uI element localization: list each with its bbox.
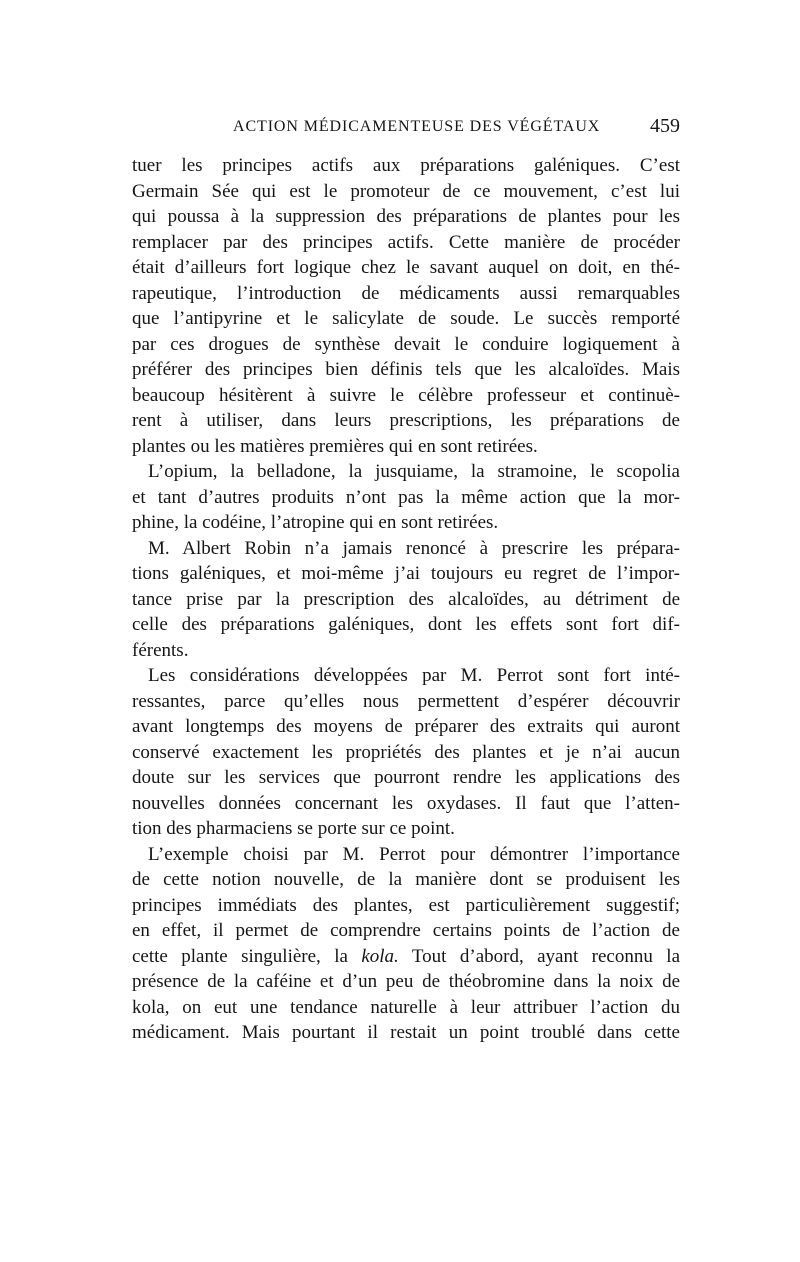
text-line: ressantes, parce qu’elles nous permettent d’espérer découvrir <box>132 690 680 712</box>
text-line: tance prise par la prescription des alcaloïdes, au détriment de <box>132 588 680 610</box>
text-segment: Tout d’abord, ayant reconnu la <box>398 945 680 967</box>
text-segment: cette plante singulière, la <box>132 945 348 967</box>
text-line: médicament. Mais pourtant il restait un point troublé dans cette <box>132 1022 680 1043</box>
text-line: Germain Sée qui est le promoteur de ce mouvement, c’est lui <box>132 180 680 202</box>
italic-word: kola. <box>361 945 399 967</box>
text-line: conservé exactement les propriétés des plantes et je n’ai aucun <box>132 741 680 763</box>
text-line: préférer des principes bien définis tels que les alcaloïdes. Mais <box>132 359 680 380</box>
text-line: celle des préparations galéniques, dont les effets sont fort dif- <box>132 614 680 635</box>
text-line: en effet, il permet de comprendre certains points de l’action de <box>132 920 680 941</box>
text-line: principes immédiats des plantes, est particulièrement suggestif; <box>132 894 680 916</box>
text-line: était d’ailleurs fort logique chez le savant auquel on doit, en thé- <box>132 257 680 278</box>
text-line: L’exemple choisi par M. Perrot pour démontrer l’importance <box>148 843 680 865</box>
text-line: présence de la caféine et d’un peu de théobromine dans la noix de <box>132 971 680 992</box>
text-line: nouvelles données concernant les oxydases. Il faut que l’atten- <box>132 792 680 814</box>
text-line: tion des pharmaciens se porte sur ce point. <box>132 818 455 839</box>
text-line: de cette notion nouvelle, de la manière dont se produisent les <box>132 869 680 890</box>
text-line <box>132 944 680 970</box>
text-line: L’opium, la belladone, la jusquiame, la stramoine, le scopolia <box>148 461 680 482</box>
text-line: que l’antipyrine et le salicylate de soude. Le succès remporté <box>132 308 680 329</box>
running-head <box>132 115 680 141</box>
text-line: tions galéniques, et moi-même j’ai toujours eu regret de l’impor- <box>132 563 680 584</box>
text-line: M. Albert Robin n’a jamais renoncé à prescrire les prépara- <box>148 537 680 559</box>
body-text <box>132 153 680 1046</box>
running-title: ACTION MÉDICAMENTEUSE DES VÉGÉTAUX <box>233 118 601 135</box>
text-line: phine, la codéine, l’atropine qui en sont retirées. <box>132 512 499 533</box>
text-line: rent à utiliser, dans leurs prescriptions, les préparations de <box>132 410 680 431</box>
text-line: remplacer par des principes actifs. Cette manière de procéder <box>132 231 680 253</box>
text-line: par ces drogues de synthèse devait le conduire logiquement à <box>132 333 680 355</box>
text-line: férents. <box>132 639 189 661</box>
text-line: kola, on eut une tendance naturelle à leur attribuer l’action du <box>132 996 680 1018</box>
text-line: beaucoup hésitèrent à suivre le célèbre professeur et continuè- <box>132 384 680 406</box>
text-line: rapeutique, l’introduction de médicaments aussi remarquables <box>132 282 680 304</box>
text-line: tuer les principes actifs aux préparations galéniques. C’est <box>132 155 680 176</box>
text-line: qui poussa à la suppression des préparations de plantes pour les <box>132 206 680 227</box>
text-line: Les considérations développées par M. Perrot sont fort inté- <box>148 665 680 686</box>
page-number: 459 <box>650 115 680 137</box>
text-line: et tant d’autres produits n’ont pas la même action que la mor- <box>132 486 680 508</box>
text-line: plantes ou les matières premières qui en sont retirées. <box>132 435 538 457</box>
text-line: doute sur les services que pourront rendre les applications des <box>132 767 680 788</box>
text-line: avant longtemps des moyens de préparer des extraits qui auront <box>132 716 680 737</box>
